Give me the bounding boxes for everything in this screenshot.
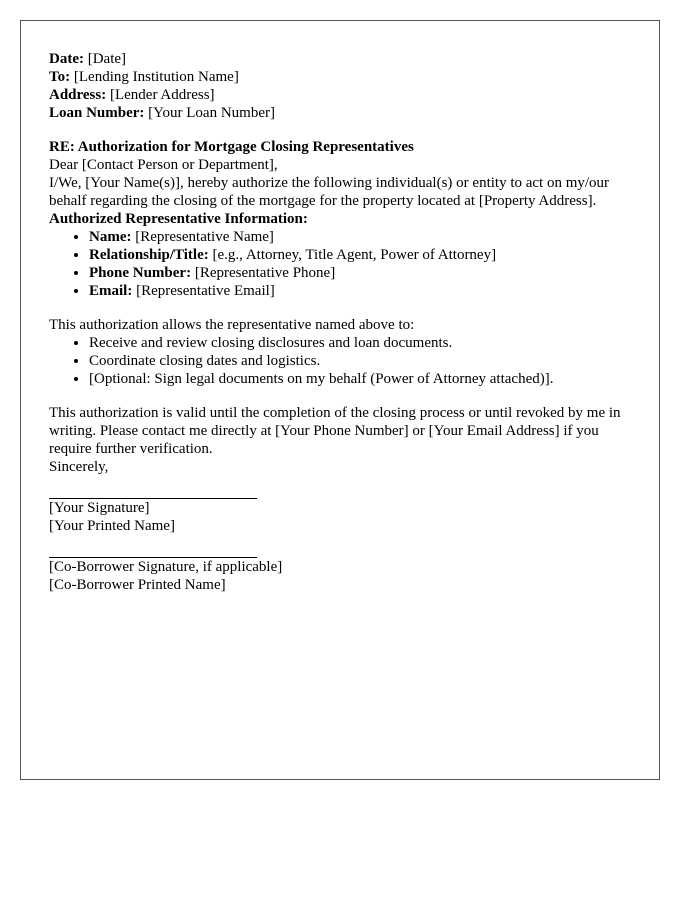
printed-name-label: [Your Printed Name] [49,518,175,534]
loan-number-label: Loan Number: [49,105,145,121]
co-borrower-signature-block [49,558,631,594]
subject-text: RE: Authorization for Mortgage Closing Representatives [49,139,414,155]
signature-block [49,499,631,535]
rep-relationship-value: [e.g., Attorney, Title Agent, Power of Attorney] [212,247,497,263]
rep-heading [49,210,631,228]
address-label: Address: [49,87,107,103]
date-label: Date: [49,51,84,67]
list-item [89,228,631,246]
salutation: Dear [Contact Person or Department], [49,157,278,173]
address-line [49,86,631,104]
rep-email-label: Email: [89,283,133,299]
closing-line: Sincerely, [49,459,109,475]
to-line [49,68,631,86]
address-value: [Lender Address] [109,87,215,103]
rep-relationship-label: Relationship/Title: [89,247,209,263]
recipient-block [49,68,631,122]
to-label: To: [49,69,71,85]
rep-info-list [49,228,631,300]
letter-document [20,20,660,780]
signature-label: [Your Signature] [49,500,150,516]
allows-paragraph: This authorization allows the representative named above to: [49,317,415,333]
date-line [49,50,631,68]
to-value: [Lending Institution Name] [73,69,239,85]
list-item [89,264,631,282]
loan-number-line [49,104,631,122]
loan-number-value: [Your Loan Number] [148,105,275,121]
rep-heading-text: Authorized Representative Information: [49,211,308,227]
rep-phone-value: [Representative Phone] [194,265,336,281]
list-item [89,282,631,300]
subject-line [49,138,631,156]
list-item [89,246,631,264]
list-item: • Coordinate closing dates and logistics. [89,352,631,370]
co-borrower-printed-name-label: [Co-Borrower Printed Name] [49,577,226,593]
date-value: [Date] [87,51,127,67]
validity-paragraph: This authorization is valid until the completion of the closing process or until revoked by me in writing. Please contact me directly at [Your Phone Number] or [Your Email Address] if you require further verification. [49,405,621,457]
rep-email-value: [Representative Email] [136,283,275,299]
allows-list [49,334,631,388]
list-item: • Receive and review closing disclosures and loan documents. [89,334,631,352]
rep-phone-label: Phone Number: [89,265,192,281]
co-borrower-signature-label: [Co-Borrower Signature, if applicable] [49,559,283,575]
list-item: • [Optional: Sign legal documents on my behalf (Power of Attorney attached)]. [89,370,631,388]
rep-name-label: Name: [89,229,132,245]
rep-name-value: [Representative Name] [135,229,274,245]
intro-paragraph: I/We, [Your Name(s)], hereby authorize the following individual(s) or entity to act on my/our behalf regarding the closing of the mortgage for the property located at [Property Address]. [49,175,610,209]
